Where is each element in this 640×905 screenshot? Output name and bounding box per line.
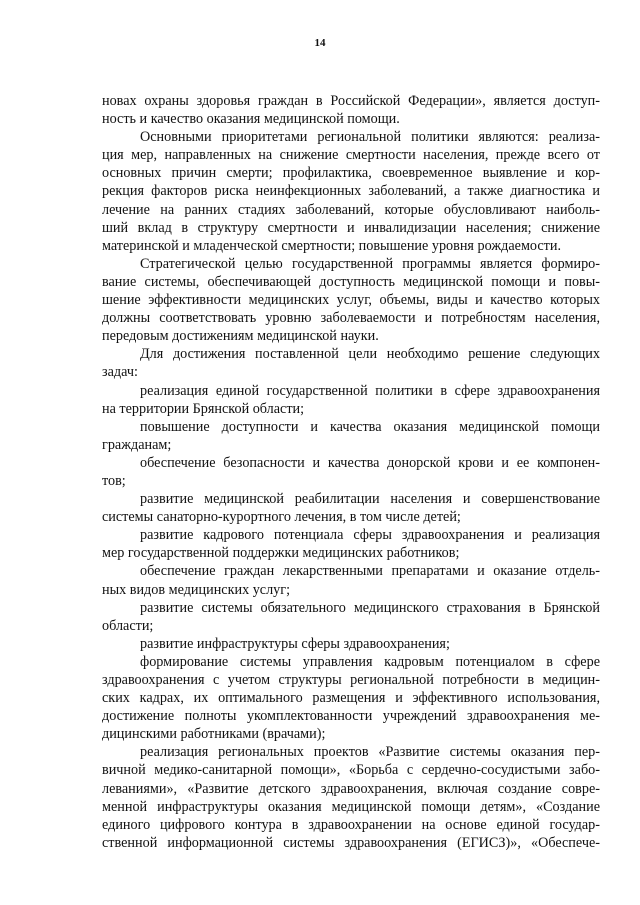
text-line: ность и качество оказания медицинской помощи. [102, 111, 400, 128]
text-line: менной инфраструктуры оказания медицинской помощи детям», «Создание [102, 798, 600, 815]
text-line: шение эффективности медицинских услуг, объемы, виды и качество которых [102, 292, 600, 309]
text-line: вичной медико-санитарной помощи», «Борьба с сердечно-сосудистыми забо- [102, 762, 600, 779]
text-line: ция мер, направленных на снижение смертности населения, прежде всего от [102, 147, 600, 164]
text-line: новах охраны здоровья граждан в Российской Федерации», является доступ- [102, 93, 600, 109]
body-text [102, 92, 600, 852]
text-line: единого цифрового контура в здравоохранении на основе единой государ- [102, 816, 600, 833]
text-line: ший вклад в структуру смертности и инвалидизации населения; снижение [102, 219, 600, 236]
text-line: здравоохранения с учетом структуры региональной потребности в медицин- [102, 672, 600, 688]
text-line: должны соответствовать уровню заболеваемости и потребностям населения, [102, 310, 600, 327]
text-line: леваниями», «Развитие детского здравоохранения, включая создание совре- [102, 780, 600, 797]
text-line: ных видов медицинских услуг; [102, 581, 291, 598]
text-line: материнской и младенческой смертности; повышение уровня рождаемости. [102, 237, 562, 254]
text-line: мер государственной поддержки медицинских работников; [102, 545, 460, 562]
text-line: развитие инфраструктуры сферы здравоохранения; [140, 635, 450, 652]
text-line: на территории Брянской области; [102, 400, 305, 417]
text-line: лечение на ранних стадиях заболеваний, которые обусловливают наиболь- [102, 201, 600, 218]
text-line: Стратегической целью государственной программы является формиро- [140, 255, 600, 272]
text-line: повышение доступности и качества оказания медицинской помощи [140, 418, 600, 435]
text-line: вание системы, обеспечивающей доступность медицинской помощи и повы- [102, 273, 600, 290]
text-line: ственной информационной системы здравоохранения (ЕГИСЗ)», «Обеспече- [102, 834, 600, 851]
text-line: обеспечение граждан лекарственными препаратами и оказание отдель- [140, 563, 600, 580]
text-line: задач: [102, 364, 138, 381]
text-line: Для достижения поставленной цели необходимо решение следующих [140, 346, 600, 363]
text-line: рекция факторов риска неинфекционных заболеваний, а также диагностика и [102, 183, 600, 200]
text-line: ских кадрах, их оптимального размещения и эффективного использования, [102, 690, 600, 707]
text-line: основных причин смерти; профилактика, своевременное выявление и кор- [102, 165, 600, 182]
text-line: гражданам; [102, 436, 172, 453]
text-line: формирование системы управления кадровым потенциалом в сфере [140, 653, 600, 670]
text-line: системы санаторно-курортного лечения, в том числе детей; [102, 509, 461, 526]
text-line: передовым достижениям медицинской науки. [102, 328, 379, 345]
text-line: достижение полноты укомплектованности учреждений здравоохранения ме- [102, 708, 600, 725]
text-line: реализация региональных проектов «Развитие системы оказания пер- [140, 744, 600, 761]
text-line: развитие системы обязательного медицинского страхования в Брянской [140, 599, 600, 616]
page-number: 14 [314, 37, 326, 49]
text-line: области; [102, 617, 154, 634]
text-line: обеспечение безопасности и качества донорской крови и ее компонен- [140, 454, 600, 471]
text-line: дицинскими работниками (врачами); [102, 726, 326, 743]
text-line: развитие кадрового потенциала сферы здравоохранения и реализация [140, 527, 600, 544]
text-line: Основными приоритетами региональной политики являются: реализа- [140, 129, 600, 146]
text-line: развитие медицинской реабилитации населения и совершенствование [140, 491, 600, 508]
text-line: реализация единой государственной политики в сфере здравоохранения [140, 382, 600, 399]
text-line: тов; [102, 472, 126, 489]
